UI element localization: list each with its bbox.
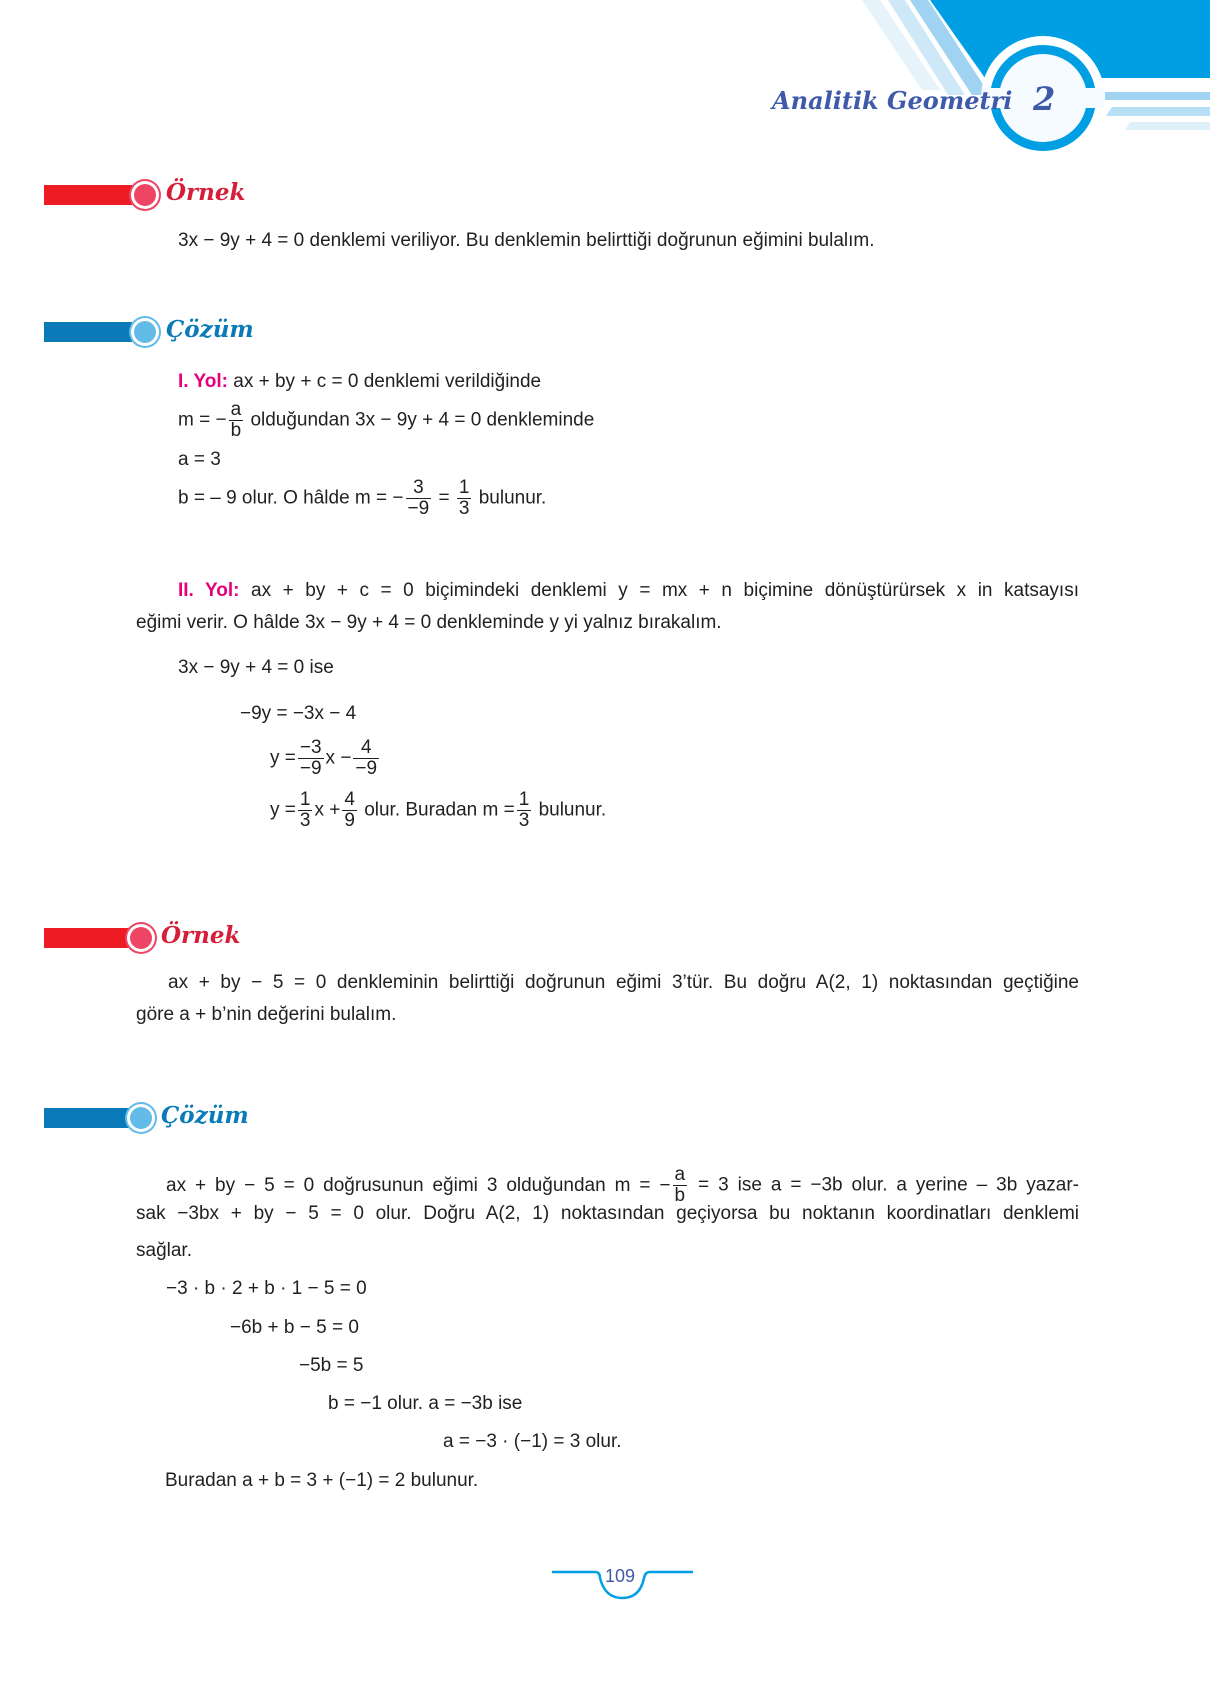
text: = 3 ise a = −3b olur. a yerine – 3b yazar- bbox=[698, 1174, 1079, 1196]
way1-label: I. Yol: bbox=[178, 371, 228, 392]
text: x − bbox=[325, 747, 352, 769]
text: olduğundan 3x − 9y + 4 = 0 denkleminde bbox=[250, 409, 595, 431]
way1-line2 bbox=[178, 400, 594, 441]
denominator: 3 bbox=[458, 498, 470, 519]
step bbox=[270, 738, 381, 779]
conclusion: Buradan a + b = 3 + (−1) = 2 bulunur. bbox=[165, 1470, 479, 1491]
example2-line1 bbox=[136, 972, 1079, 994]
step bbox=[270, 790, 606, 831]
text: = bbox=[438, 487, 450, 509]
denominator: b bbox=[230, 420, 242, 441]
way1-line3: a = 3 bbox=[178, 449, 221, 470]
denominator: 3 bbox=[299, 810, 311, 831]
solution2-line3: sağlar. bbox=[136, 1240, 192, 1261]
numerator: 4 bbox=[344, 789, 355, 810]
header-decoration bbox=[0, 0, 1210, 170]
solution2-line1 bbox=[136, 1165, 1079, 1206]
numerator: 1 bbox=[518, 789, 530, 810]
text: m = − bbox=[178, 409, 227, 431]
target-icon bbox=[134, 321, 156, 343]
chapter-title: Analitik Geometri bbox=[772, 86, 1013, 115]
denominator: b bbox=[674, 1185, 686, 1206]
target-icon bbox=[130, 1107, 152, 1129]
text: olur. Buradan m = bbox=[364, 799, 515, 821]
numerator: 1 bbox=[458, 477, 470, 498]
step: 3x − 9y + 4 = 0 ise bbox=[178, 657, 334, 678]
numerator: a bbox=[230, 399, 242, 420]
step: −3 · b · 2 + b · 1 − 5 = 0 bbox=[166, 1278, 367, 1299]
target-icon bbox=[134, 184, 156, 206]
denominator: 3 bbox=[518, 810, 530, 831]
chapter-number: 2 bbox=[1033, 80, 1056, 118]
fraction bbox=[517, 790, 532, 831]
text: bulunur. bbox=[538, 799, 607, 821]
page-number: 109 bbox=[605, 1566, 636, 1586]
fraction bbox=[406, 478, 432, 519]
solution-heading: Çözüm bbox=[166, 316, 254, 343]
target-icon bbox=[130, 927, 152, 949]
example-text: 3x − 9y + 4 = 0 denklemi veriliyor. Bu denklemin belirttiği doğrunun eğimini bulalım. bbox=[178, 230, 875, 251]
step: b = −1 olur. a = −3b ise bbox=[328, 1393, 523, 1414]
denominator: −9 bbox=[407, 498, 430, 519]
step: a = −3 · (−1) = 3 olur. bbox=[443, 1431, 622, 1452]
text: ax + by − 5 = 0 doğrusunun eğimi 3 olduğundan m = − bbox=[166, 1174, 671, 1196]
text: x + bbox=[314, 799, 341, 821]
denominator: −9 bbox=[355, 758, 378, 779]
solution-bar bbox=[44, 1108, 132, 1128]
example-bar bbox=[44, 185, 132, 205]
solution-bar bbox=[44, 322, 132, 342]
solution2-line2: sak −3bx + by − 5 = 0 olur. Doğru A(2, 1) noktasından geçiyorsa bu noktanın koordinatları denklemi bbox=[136, 1203, 1079, 1224]
fraction bbox=[673, 1165, 688, 1206]
way2-label: II. Yol: bbox=[178, 580, 240, 601]
numerator: 1 bbox=[299, 789, 311, 810]
step: −9y = −3x − 4 bbox=[240, 703, 357, 724]
example-heading: Örnek bbox=[166, 179, 246, 206]
numerator: a bbox=[674, 1164, 686, 1185]
example-bar bbox=[44, 928, 132, 948]
fraction bbox=[298, 790, 313, 831]
fraction bbox=[457, 478, 472, 519]
fraction bbox=[298, 738, 324, 779]
fraction bbox=[229, 400, 244, 441]
denominator: −9 bbox=[299, 758, 322, 779]
way1-line1 bbox=[178, 371, 541, 393]
example2-line2: göre a + b’nin değerini bulalım. bbox=[136, 1004, 397, 1025]
solution-heading: Çözüm bbox=[161, 1102, 249, 1129]
numerator: 3 bbox=[406, 478, 432, 499]
way2-paragraph-line1 bbox=[136, 580, 1079, 602]
text: bulunur. bbox=[478, 487, 547, 509]
example-heading: Örnek bbox=[161, 922, 241, 949]
text: ax + by + c = 0 denklemi verildiğinde bbox=[233, 371, 542, 392]
text: y = bbox=[270, 799, 296, 821]
text: ax + by − 5 = 0 denkleminin belirttiği doğrunun eğimi 3’tür. Bu doğru A(2, 1) noktasından geçtiğine bbox=[168, 972, 1079, 993]
numerator: −3 bbox=[299, 737, 322, 758]
numerator: 4 bbox=[353, 738, 379, 759]
text: y = bbox=[270, 747, 296, 769]
text: ax + by + c = 0 biçimindeki denklemi y = mx + n biçimine dönüştürürsek x in katsayısı bbox=[251, 580, 1079, 601]
fraction bbox=[353, 738, 379, 779]
step: −5b = 5 bbox=[299, 1355, 364, 1376]
way2-paragraph-line2: eğimi verir. O hâlde 3x − 9y + 4 = 0 denkleminde y yi yalnız bırakalım. bbox=[136, 612, 722, 633]
step: −6b + b − 5 = 0 bbox=[230, 1317, 359, 1338]
text: b = – 9 olur. O hâlde m = − bbox=[178, 487, 404, 509]
way1-line4 bbox=[178, 478, 546, 519]
fraction bbox=[342, 790, 357, 831]
denominator: 9 bbox=[344, 810, 355, 831]
